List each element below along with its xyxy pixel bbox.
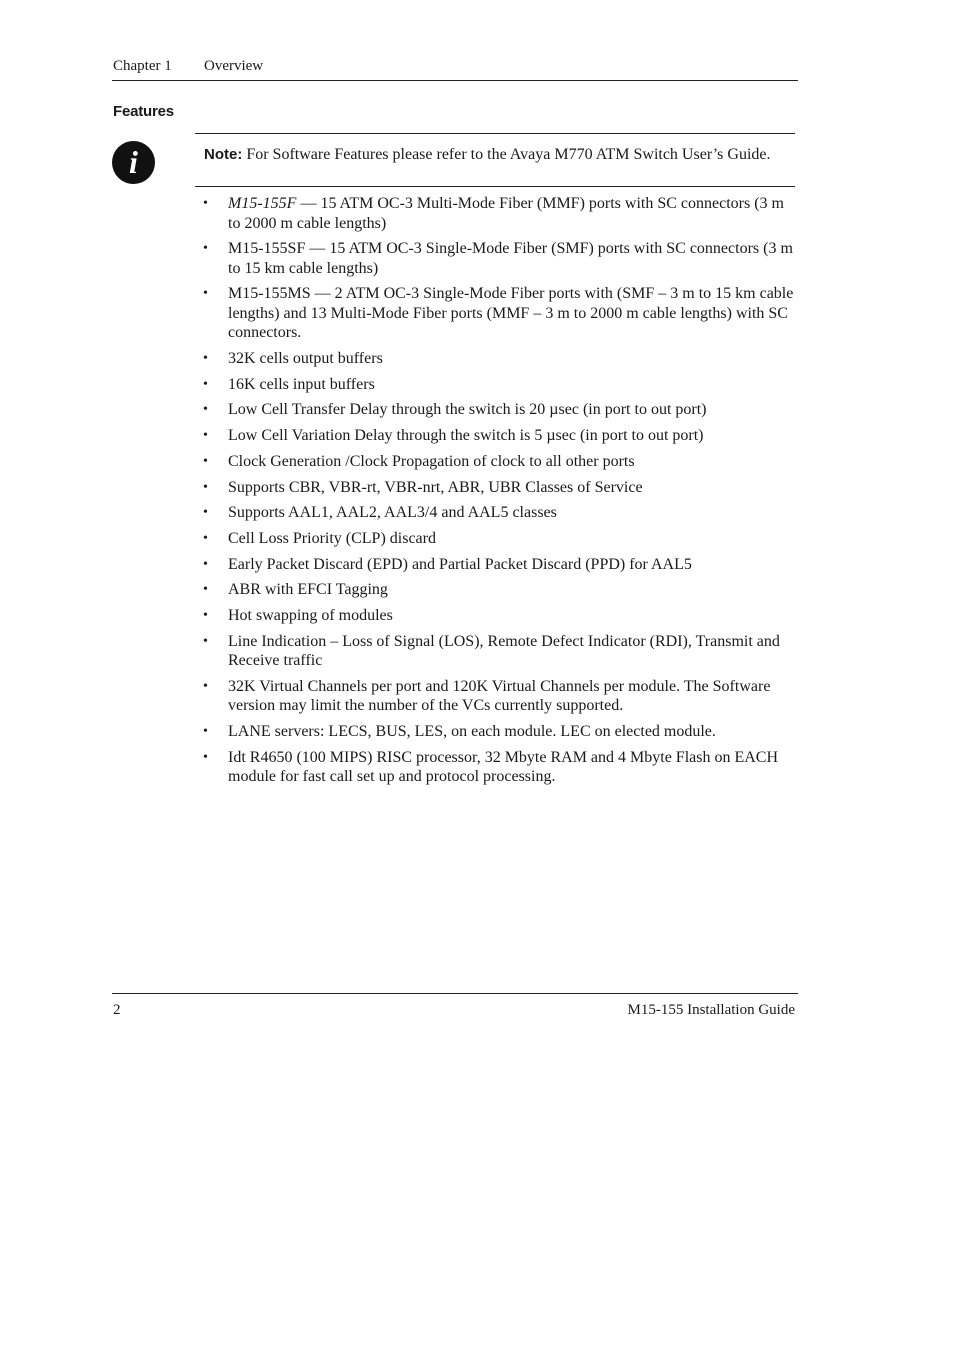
list-item-text: Supports CBR, VBR-rt, VBR-nrt, ABR, UBR Classes of Service — [228, 478, 643, 496]
list-item — [203, 426, 798, 446]
bullet-icon: • — [203, 376, 208, 392]
list-item — [203, 580, 798, 600]
list-item-text: 32K Virtual Channels per port and 120K Virtual Channels per module. The Software version may limit the number of the VCs currently supported. — [228, 677, 771, 715]
list-item — [203, 722, 798, 742]
note-label: Note: — [204, 146, 243, 163]
bullet-icon: • — [203, 402, 208, 418]
bullet-icon: • — [203, 241, 208, 257]
bullet-icon: • — [203, 607, 208, 623]
list-item-text: Hot swapping of modules — [228, 606, 393, 624]
chapter-label: Chapter 1 — [113, 58, 172, 74]
list-item-text: Cell Loss Priority (CLP) discard — [228, 529, 436, 547]
list-item-text: Low Cell Variation Delay through the switch is 5 µsec (in port to out port) — [228, 427, 704, 445]
list-item — [203, 400, 798, 420]
list-item-text: Line Indication – Loss of Signal (LOS), Remote Defect Indicator (RDI), Transmit and Receive traffic — [228, 632, 780, 670]
running-header — [112, 56, 798, 81]
list-item-text: 16K cells input buffers — [228, 375, 375, 393]
list-item — [203, 194, 798, 233]
list-item-text: Early Packet Discard (EPD) and Partial Packet Discard (PPD) for AAL5 — [228, 555, 692, 573]
list-item — [203, 503, 798, 523]
bullet-icon: • — [203, 479, 208, 495]
list-item-text: Clock Generation /Clock Propagation of clock to all other ports — [228, 452, 635, 470]
bullet-icon: • — [203, 556, 208, 572]
model-name: M15-155F — [228, 195, 297, 212]
list-item-text: ABR with EFCI Tagging — [228, 581, 388, 599]
running-footer — [112, 993, 798, 1018]
list-item — [203, 606, 798, 626]
section-heading: Features — [113, 103, 174, 120]
list-item — [203, 284, 798, 343]
bullet-icon: • — [203, 749, 208, 765]
bullet-icon: • — [203, 724, 208, 739]
bullet-icon: • — [203, 453, 208, 469]
bullet-icon: • — [203, 196, 208, 211]
note-text: For Software Features please refer to the Avaya M770 ATM Switch User’s Guide. — [242, 146, 771, 163]
list-item-text: — 15 ATM OC-3 Multi-Mode Fiber (MMF) ports with SC connectors (3 m to 2000 m cable lengths) — [228, 195, 784, 232]
list-item — [203, 452, 798, 472]
bullet-icon: • — [203, 530, 208, 546]
list-item — [203, 632, 798, 671]
bullet-icon: • — [203, 351, 208, 367]
list-item-text: Low Cell Transfer Delay through the switch is 20 µsec (in port to out port) — [228, 401, 707, 419]
bullet-icon: • — [203, 505, 208, 521]
list-item — [203, 677, 798, 716]
list-item — [203, 349, 798, 369]
list-item — [203, 748, 798, 787]
info-icon: i — [112, 141, 155, 184]
features-list — [203, 194, 798, 793]
document-title: M15-155 Installation Guide — [627, 1002, 795, 1018]
list-item — [203, 529, 798, 549]
list-item — [203, 239, 798, 278]
page-number: 2 — [113, 1002, 121, 1018]
list-item — [203, 375, 798, 395]
list-item — [203, 478, 798, 498]
bullet-icon: • — [203, 582, 208, 598]
bullet-icon: • — [203, 678, 208, 694]
bullet-icon: • — [203, 428, 208, 444]
list-item-text: Idt R4650 (100 MIPS) RISC processor, 32 Mbyte RAM and 4 Mbyte Flash on EACH module for fast call set up and protocol processing. — [228, 748, 779, 786]
list-item-text: Supports AAL1, AAL2, AAL3/4 and AAL5 classes — [228, 504, 557, 522]
bullet-icon: • — [203, 633, 208, 649]
section-label: Overview — [204, 58, 264, 74]
list-item — [203, 555, 798, 575]
list-item-text: LANE servers: LECS, BUS, LES, on each module. LEC on elected module. — [228, 723, 716, 740]
bullet-icon: • — [203, 286, 208, 302]
list-item-text: M15-155SF — 15 ATM OC-3 Single-Mode Fiber (SMF) ports with SC connectors (3 m to 15 km cable lengths) — [228, 240, 793, 277]
list-item-text: 32K cells output buffers — [228, 350, 383, 368]
list-item-text: M15-155MS — 2 ATM OC-3 Single-Mode Fiber ports with (SMF – 3 m to 15 km cable lengths) and 13 Multi-Mode Fiber ports (MMF – 3 m to 2000 m cable lengths) with SC connectors. — [228, 285, 794, 342]
note-box — [195, 133, 795, 187]
